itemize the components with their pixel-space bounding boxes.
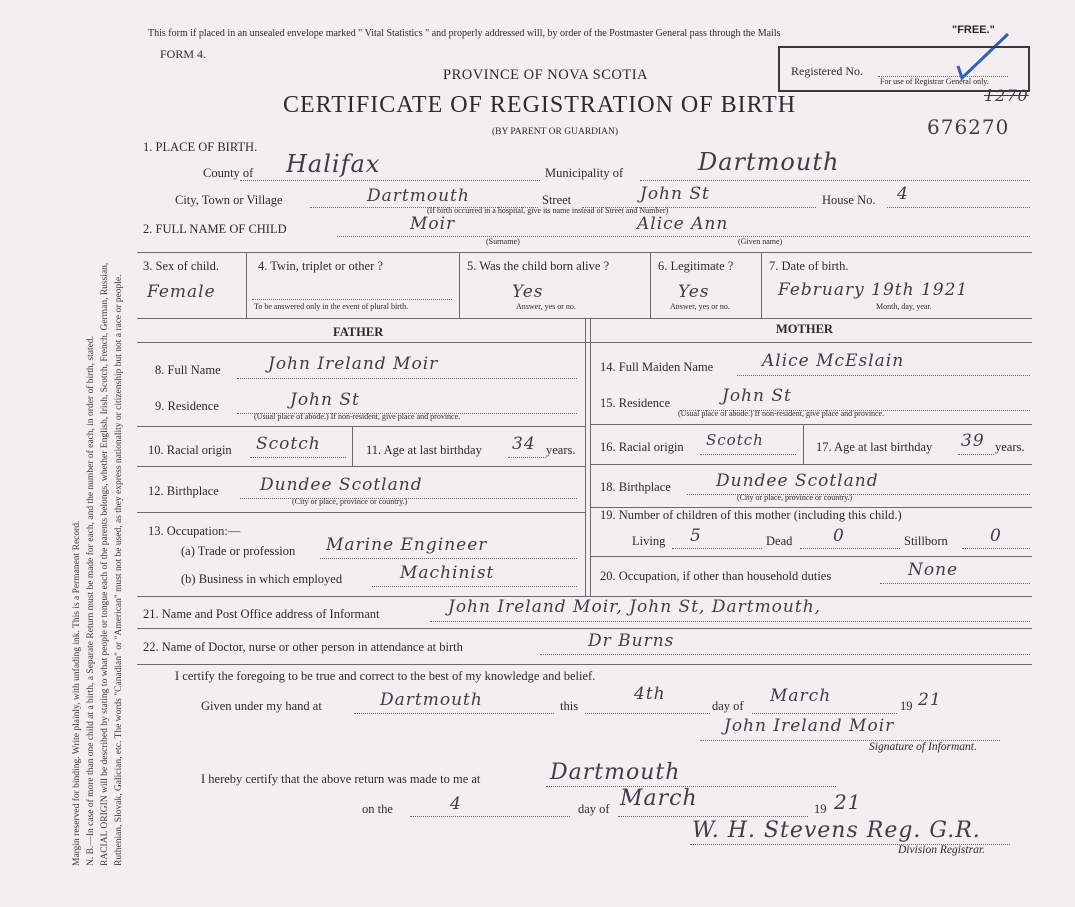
mother-name-label: 14. Full Maiden Name [600,360,714,374]
certify-text: I certify the foregoing to be true and correct to the best of my knowledge and belief. [175,669,596,683]
box-divider-1 [246,252,247,318]
legit-label: 6. Legitimate ? [658,259,734,273]
child-name-line [337,236,1030,237]
father-trade-label: (a) Trade or profession [181,544,296,558]
mother-age-value: 39 [961,431,985,451]
father-age-line [508,457,546,458]
day-of-label: day of [712,699,744,713]
father-racial-label: 10. Racial origin [148,443,232,457]
on-the-label: on the [362,802,393,816]
registrar-text: I hereby certify that the above return was made to me at [201,772,481,786]
mother-racial-label: 16. Racial origin [600,440,684,454]
father-age-value: 34 [512,434,536,454]
house-label: House No. [822,193,876,207]
twin-note: To be answered only in the event of plural birth. [254,302,409,311]
registrar-day-line [410,816,570,817]
sex-value: Female [147,282,216,302]
doctor-divider [137,664,1032,665]
dead-value: 0 [833,526,845,546]
mother-occ-line [880,583,1030,584]
father-divider-2 [137,466,585,467]
informant-divider [137,628,1032,629]
box-divider-2 [459,252,460,318]
heading-underline [137,342,1032,343]
informant-value: John Ireland Moir, John St, Dartmouth, [448,597,822,617]
given-note: (Given name) [738,237,783,246]
father-age-divider [352,426,353,466]
mother-name-value: Alice McEslain [762,351,905,371]
mother-birthplace-note: (City or place, province or country.) [737,493,853,502]
mother-children-label: 19. Number of children of this mother (including this child.) [600,508,902,522]
stillborn-label: Stillborn [904,534,948,548]
father-res-label: 9. Residence [155,399,219,413]
mother-years: years. [995,440,1025,454]
house-value: 4 [897,184,909,204]
municipality-line [640,180,1030,181]
signature-label: Signature of Informant. [869,741,977,753]
given-month-value: March [770,686,832,706]
child-name-label: 2. FULL NAME OF CHILD [143,222,287,236]
column-divider [585,318,586,596]
father-birthplace-note: (City or place, province or country.) [292,497,408,506]
city-label: City, Town or Village [175,193,283,207]
mail-notice: This form if placed in an unsealed envelope marked " Vital Statistics " and properly addressed will, by order of the Postmaster General pass through the Mails [148,28,781,39]
hospital-note: (If birth occurred in a hospital, give its name instead of Street and Number) [427,206,669,215]
father-racial-value: Scotch [256,434,321,454]
county-value: Halifax [286,150,381,178]
father-name-value: John Ireland Moir [268,354,439,374]
father-birthplace-value: Dundee Scotland [260,475,423,495]
stillborn-line [962,548,1030,549]
mother-res-value: John St [722,386,792,406]
mother-birthplace-label: 18. Birthplace [600,480,671,494]
registrar-year-value: 21 [834,790,862,814]
this-label: this [560,699,579,713]
doctor-label: 22. Name of Doctor, nurse or other person in attendance at birth [143,640,463,654]
mother-divider-1 [590,424,1032,425]
mother-racial-line [700,454,796,455]
living-line [672,548,762,549]
year-prefix: 19 [900,699,913,713]
father-racial-line [250,457,346,458]
mother-heading: MOTHER [776,322,833,336]
city-value: Dartmouth [367,186,470,206]
registrar-month-value: March [620,786,698,811]
mother-name-line [737,375,1030,376]
father-years: years. [546,443,576,457]
margin-note-4: Ruthenian, Slovak, Galician, etc. The words "Canadian" or "American" must not be used, as they express nationality or citizenship but not a race or people. [114,274,124,866]
father-trade-line [320,558,577,559]
child-surname: Moir [410,214,456,234]
mother-birthplace-value: Dundee Scotland [716,471,879,491]
given-place-value: Dartmouth [380,690,483,710]
surname-note: (Surname) [486,237,520,246]
doctor-value: Dr Burns [588,631,675,651]
mother-divider-2 [590,464,1032,465]
living-value: 5 [690,526,702,546]
legit-value: Yes [678,282,710,302]
margin-note-1: Margin reserved for binding. Write plainly, with unfading ink. This is a Permanent Record. [72,520,82,866]
month-line [752,713,897,714]
father-res-note: (Usual place of abode.) If non-resident, give place and province. [254,412,461,421]
father-name-label: 8. Full Name [155,363,221,377]
subtitle: (BY PARENT OR GUARDIAN) [492,127,619,137]
informant-label: 21. Name and Post Office address of Informant [143,607,380,621]
twin-label: 4. Twin, triplet or other ? [258,259,383,273]
legit-note: Answer, yes or no. [670,302,730,311]
registered-label: Registered No. [791,64,863,78]
given-place-line [354,713,554,714]
mother-occ-value: None [908,560,959,580]
informant-signature: John Ireland Moir [724,716,895,736]
informant-line [430,621,1030,622]
father-age-label: 11. Age at last birthday [366,443,482,457]
father-business-line [372,586,577,587]
father-trade-value: Marine Engineer [326,535,488,555]
child-given-name: Alice Ann [637,214,729,234]
registrar-signature: W. H. Stevens Reg. G.R. [692,818,981,843]
dob-label: 7. Date of birth. [769,259,849,273]
father-occ-label: 13. Occupation:— [148,524,241,538]
registered-note: For use of Registrar General only. [880,77,989,86]
living-label: Living [632,534,666,548]
county-label: County of [203,166,254,180]
registrar-month-line [618,816,808,817]
registrar-day-of: day of [578,802,610,816]
province-heading: PROVINCE OF NOVA SCOTIA [443,67,648,83]
day-line [585,713,710,714]
father-business-label: (b) Business in which employed [181,572,343,586]
place-heading: 1. PLACE OF BIRTH. [143,140,258,154]
twin-line [252,299,452,300]
registrar-sig-label: Division Registrar. [898,844,985,856]
dob-value: February 19th 1921 [778,280,969,300]
mother-occ-label: 20. Occupation, if other than household duties [600,569,832,583]
father-birthplace-label: 12. Birthplace [148,484,219,498]
sex-label: 3. Sex of child. [143,259,220,273]
given-under-label: Given under my hand at [201,699,322,713]
free-label: "FREE." [952,24,995,36]
dead-line [800,548,900,549]
alive-label: 5. Was the child born alive ? [467,259,610,273]
box-divider-3 [650,252,651,318]
dead-label: Dead [766,534,793,548]
mother-racial-value: Scotch [706,431,764,449]
stillborn-value: 0 [990,526,1002,546]
mother-age-label: 17. Age at last birthday [816,440,933,454]
column-divider-2 [590,318,591,596]
municipality-value: Dartmouth [698,148,840,176]
mother-divider-4 [590,556,1032,557]
registrar-place-value: Dartmouth [550,760,681,785]
mother-age-line [958,454,994,455]
alive-value: Yes [512,282,544,302]
registration-number: 676270 [927,115,1010,139]
form-number: FORM 4. [160,47,207,61]
father-birthplace-line [240,498,577,499]
father-divider-3 [137,512,585,513]
father-res-value: John St [290,390,360,410]
stamp-number: 1270 [984,86,1029,105]
box-divider-4 [761,252,762,318]
street-value: John St [640,184,710,204]
dob-note: Month, day, year. [876,302,932,311]
margin-note-3: RACIAL ORIGIN will be described by stating to what people or tongue each of the parents belongs, whether English, Irish, Scotch, French, German, Russian, [100,262,110,866]
margin-note-2: N. B.—In case of more than one child at a birth, a Separate Return must be made for each, and the number of each, in order of birth, stated. [86,336,96,866]
father-heading: FATHER [333,325,384,339]
given-day-value: 4th [634,684,666,704]
mother-res-label: 15. Residence [600,396,671,410]
row-top-border [137,252,1032,253]
given-year-value: 21 [918,690,942,710]
mother-age-divider [803,424,804,464]
father-divider-1 [137,426,585,427]
father-name-line [237,378,577,379]
street-label: Street [542,193,572,207]
house-line [887,207,1030,208]
county-line [240,180,540,181]
registrar-year-prefix: 19 [814,802,827,816]
municipality-label: Municipality of [545,166,624,180]
alive-note: Answer, yes or no. [516,302,576,311]
registrar-day-value: 4 [450,794,462,814]
doctor-line [540,654,1030,655]
mother-res-note: (Usual place of abode.) If non-resident, give place and province. [678,409,885,418]
page-title: CERTIFICATE OF REGISTRATION OF BIRTH [283,92,797,118]
father-business-value: Machinist [400,563,495,583]
